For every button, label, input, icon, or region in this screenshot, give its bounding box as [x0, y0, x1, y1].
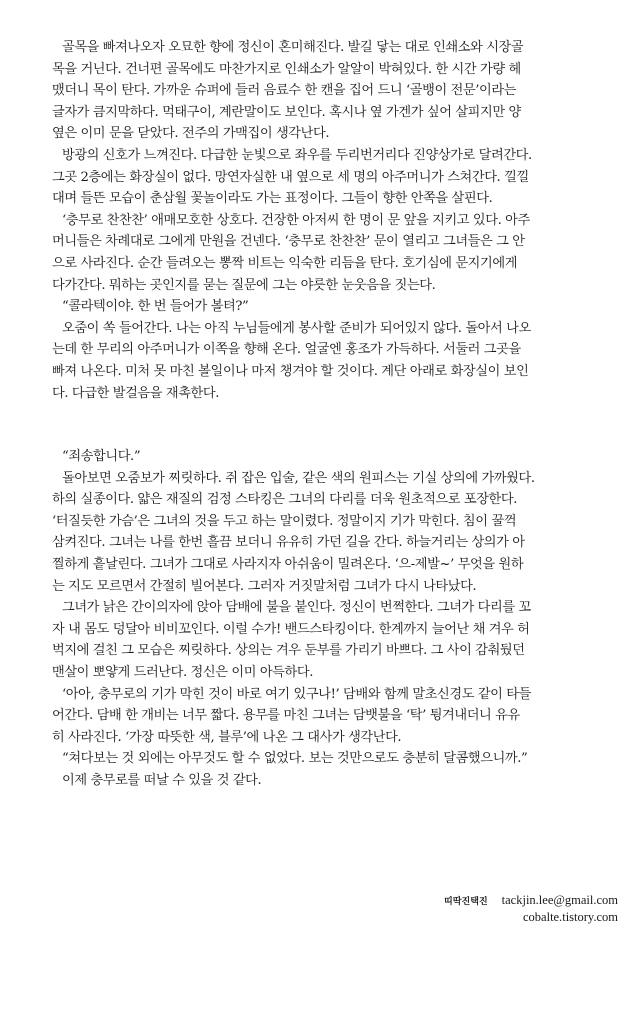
paragraph-line: 벅지에 걸친 그 모습은 찌릿하다. 상의는 겨우 둔부를 가리기 바쁘다. 그 사이 감춰뒀던 [52, 643, 525, 659]
paragraph-line: 그녀가 낡은 간이의자에 앉아 담배에 불을 붙인다. 정신이 번쩍한다. 그녀가 다리를 꼬 [62, 600, 531, 616]
paragraph-line: 빠져 나온다. 미처 못 마친 볼일이나 마저 챙겨야 할 것이다. 계단 아래로 화장실이 보인 [52, 363, 529, 379]
dialogue-line: “콜라텍이야. 한 번 들어가 볼텨?” [62, 299, 249, 315]
paragraph-line: 자 내 몸도 덩달아 비비꼬인다. 이럴 수가! 밴드스타킹이다. 한계까지 늘어난 채 겨우 허 [52, 621, 530, 637]
paragraph-line: 어간다. 담배 한 개비는 너무 짧다. 용무를 마친 그녀는 담뱃불을 ‘탁’ 튕겨내더니 유유 [52, 708, 520, 724]
paragraph-line: ‘아아, 충무로의 기가 막힌 것이 바로 여기 있구나!’ 담배와 함께 말초신경도 같이 타들 [62, 686, 531, 702]
paragraph-line: 다. 다급한 발걸음을 재촉한다. [52, 385, 220, 401]
paragraph-line: 는데 한 무리의 아주머니가 이쪽을 향해 온다. 얼굴엔 홍조가 가득하다. 서둘러 그곳을 [52, 342, 521, 358]
paragraph-line: 머니들은 차례대로 그에게 만원을 건넨다. ‘충무로 찬찬찬’ 문이 열리고 그녀들은 그 안 [52, 234, 525, 250]
paragraph-line: 하의 실종이다. 얇은 재질의 검정 스타킹은 그녀의 다리를 더욱 원초적으로 포장한다. [52, 492, 518, 508]
paragraph-line: ‘터질듯한 가슴’은 그녀의 것을 두고 하는 말이렸다. 정말이지 기가 막힌다. 침이 꿀꺽 [52, 513, 517, 529]
author-name: 띠딱진택진 [444, 897, 488, 907]
paragraph-line: 찔하게 흩날린다. 그녀가 그대로 사라지자 아쉬움이 밀려온다. ‘으-제발~’ 무엇을 원하 [52, 557, 524, 573]
author-blog: cobalte.tistory.com [523, 910, 618, 924]
paragraph-line: 삼켜진다. 그녀는 나를 한번 흘끔 보더니 유유히 가던 길을 간다. 하늘거리는 상의가 아 [52, 535, 525, 551]
dialogue-line: “쳐다보는 것 외에는 아무것도 할 수 없었다. 보는 것만으로도 충분히 달콤했으니까.” [62, 751, 528, 767]
paragraph-line: ‘충무로 찬찬찬’ 애매모호한 상호다. 건장한 아저씨 한 명이 문 앞을 지키고 있다. 아주 [62, 212, 530, 228]
paragraph-line: 맸더니 목이 탄다. 가까운 슈퍼에 들러 음료수 한 캔을 집어 드니 ‘골뱅이 전문’이라는 [52, 83, 517, 99]
paragraph-line: 방광의 신호가 느껴진다. 다급한 눈빛으로 좌우를 두리번거리다 진양상가로 달려간다. [62, 147, 532, 163]
paragraph-line: 돌아보면 오줌보가 찌릿하다. 쥐 잡은 입술, 같은 색의 원피스는 기실 상의에 가까웠다. [62, 470, 535, 486]
paragraph-line: 대며 들뜬 모습이 춘삼월 꽃놀이라도 가는 표정이다. 그들이 향한 안쪽을 살핀다. [52, 191, 493, 207]
paragraph-line: 이제 충무로를 떠날 수 있을 것 같다. [62, 773, 262, 788]
paragraph-line: 다가간다. 뭐하는 곳인지를 묻는 질문에 그는 야릇한 눈웃음을 짓는다. [52, 277, 436, 293]
paragraph-line: 맨살이 뽀얗게 드러난다. 정신은 이미 아득하다. [52, 665, 313, 681]
paragraph-line: 는 지도 모르면서 간절히 빌어본다. 그러자 거짓말처럼 그녀가 다시 나타났다. [52, 578, 477, 594]
section-1 [52, 37, 600, 404]
paragraph-line: 으로 사라진다. 순간 들려오는 뽕짝 비트는 익숙한 리듬을 탄다. 호기심에 문지기에게 [52, 255, 518, 271]
paragraph-line: 골목을 빠져나오자 오묘한 향에 정신이 혼미해진다. 발길 닿는 대로 인쇄소와 시장골 [62, 40, 524, 55]
author-email: tackjin.lee@gmail.com [501, 893, 618, 907]
paragraph-line: 목을 거닌다. 건너편 골목에도 마찬가지로 인쇄소가 알알이 박혀있다. 한 시간 가량 헤 [52, 61, 521, 77]
paragraph-line: 그곳 2층에는 화장실이 없다. 망연자실한 내 옆으로 세 명의 아주머니가 스쳐간다. 낄낄 [52, 169, 529, 185]
paragraph-line: 옆은 이미 문을 닫았다. 전주의 가맥집이 생각난다. [52, 126, 330, 142]
paragraph-line: 오줌이 쏙 들어간다. 나는 아직 누님들에게 봉사할 준비가 되어있지 않다. 돌아서 나오 [62, 320, 531, 336]
author-footer [390, 893, 618, 925]
section-2 [52, 446, 600, 792]
dialogue-line: “죄송합니다.” [62, 449, 141, 465]
section-gap [52, 404, 600, 446]
document-body [52, 37, 600, 792]
paragraph-line: 글자가 큼지막하다. 먹태구이, 계란말이도 보인다. 혹시나 옆 가겐가 싶어 살피지만 양 [52, 104, 521, 120]
paragraph-line: 히 사라진다. ‘가장 따뜻한 색, 블루’에 나온 그 대사가 생각난다. [52, 729, 402, 745]
